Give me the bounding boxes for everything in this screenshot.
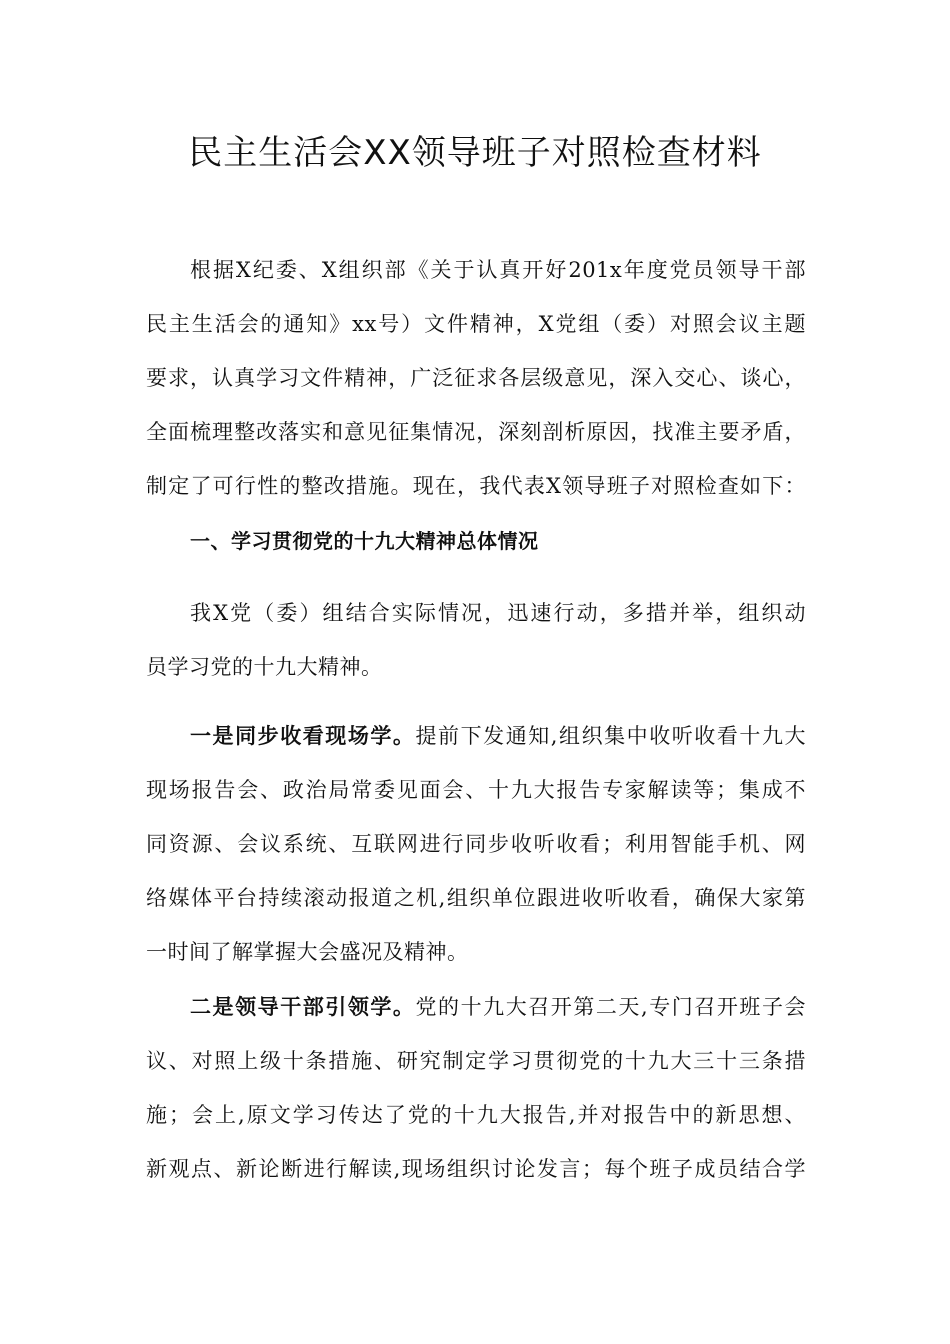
item2-first-line (146, 980, 806, 1034)
intro-line: 制定了可行性的整改措施。现在，我代表X领导班子对照检查如下： (146, 474, 806, 498)
paragraph-line: 员学习党的十九大精神。 (146, 655, 383, 679)
paragraph-line: 我X党（委）组结合实际情况，迅速行动，多措并举，组织动 (190, 601, 806, 625)
section1-paragraph (146, 586, 806, 694)
paragraph-line: 施；会上,原文学习传达了党的十九大报告,并对报告中的新思想、 (146, 1103, 806, 1127)
item2-paragraph (146, 980, 806, 1196)
paragraph-line: 议、对照上级十条措施、研究制定学习贯彻党的十九大三十三条措 (146, 1049, 806, 1073)
item1-paragraph (146, 709, 806, 979)
item2-first-text: 党的十九大召开第二天,专门召开班子会 (415, 995, 807, 1019)
item2-lead: 二是领导干部引领学。 (190, 995, 416, 1019)
intro-line: 全面梳理整改落实和意见征集情况，深刻剖析原因，找准主要矛盾， (146, 420, 806, 444)
paragraph-line: 现场报告会、政治局常委见面会、十九大报告专家解读等；集成不 (146, 778, 806, 802)
paragraph-line: 络媒体平台持续滚动报道之机,组织单位跟进收听收看，确保大家第 (146, 886, 806, 910)
paragraph-line: 同资源、会议系统、互联网进行同步收听收看；利用智能手机、网 (146, 832, 806, 856)
item1-first-line (146, 709, 806, 763)
intro-line: 民主生活会的通知》xx号）文件精神，X党组（委）对照会议主题 (146, 312, 806, 336)
paragraph-line: 一时间了解掌握大会盛况及精神。 (146, 940, 469, 964)
intro-paragraph (146, 243, 806, 513)
paragraph-line: 新观点、新论断进行解读,现场组织讨论发言；每个班子成员结合学 (146, 1157, 806, 1181)
item1-first-text: 提前下发通知,组织集中收听收看十九大 (415, 724, 807, 748)
intro-line: 要求，认真学习文件精神，广泛征求各层级意见，深入交心、谈心， (146, 366, 806, 390)
intro-line: 根据X纪委、X组织部《关于认真开好201x年度党员领导干部 (190, 258, 806, 282)
document-title: 民主生活会XX领导班子对照检查材料 (188, 133, 762, 173)
section-heading-block (146, 514, 806, 568)
item1-lead: 一是同步收看现场学。 (190, 724, 416, 748)
section-heading: 一、学习贯彻党的十九大精神总体情况 (190, 529, 539, 553)
